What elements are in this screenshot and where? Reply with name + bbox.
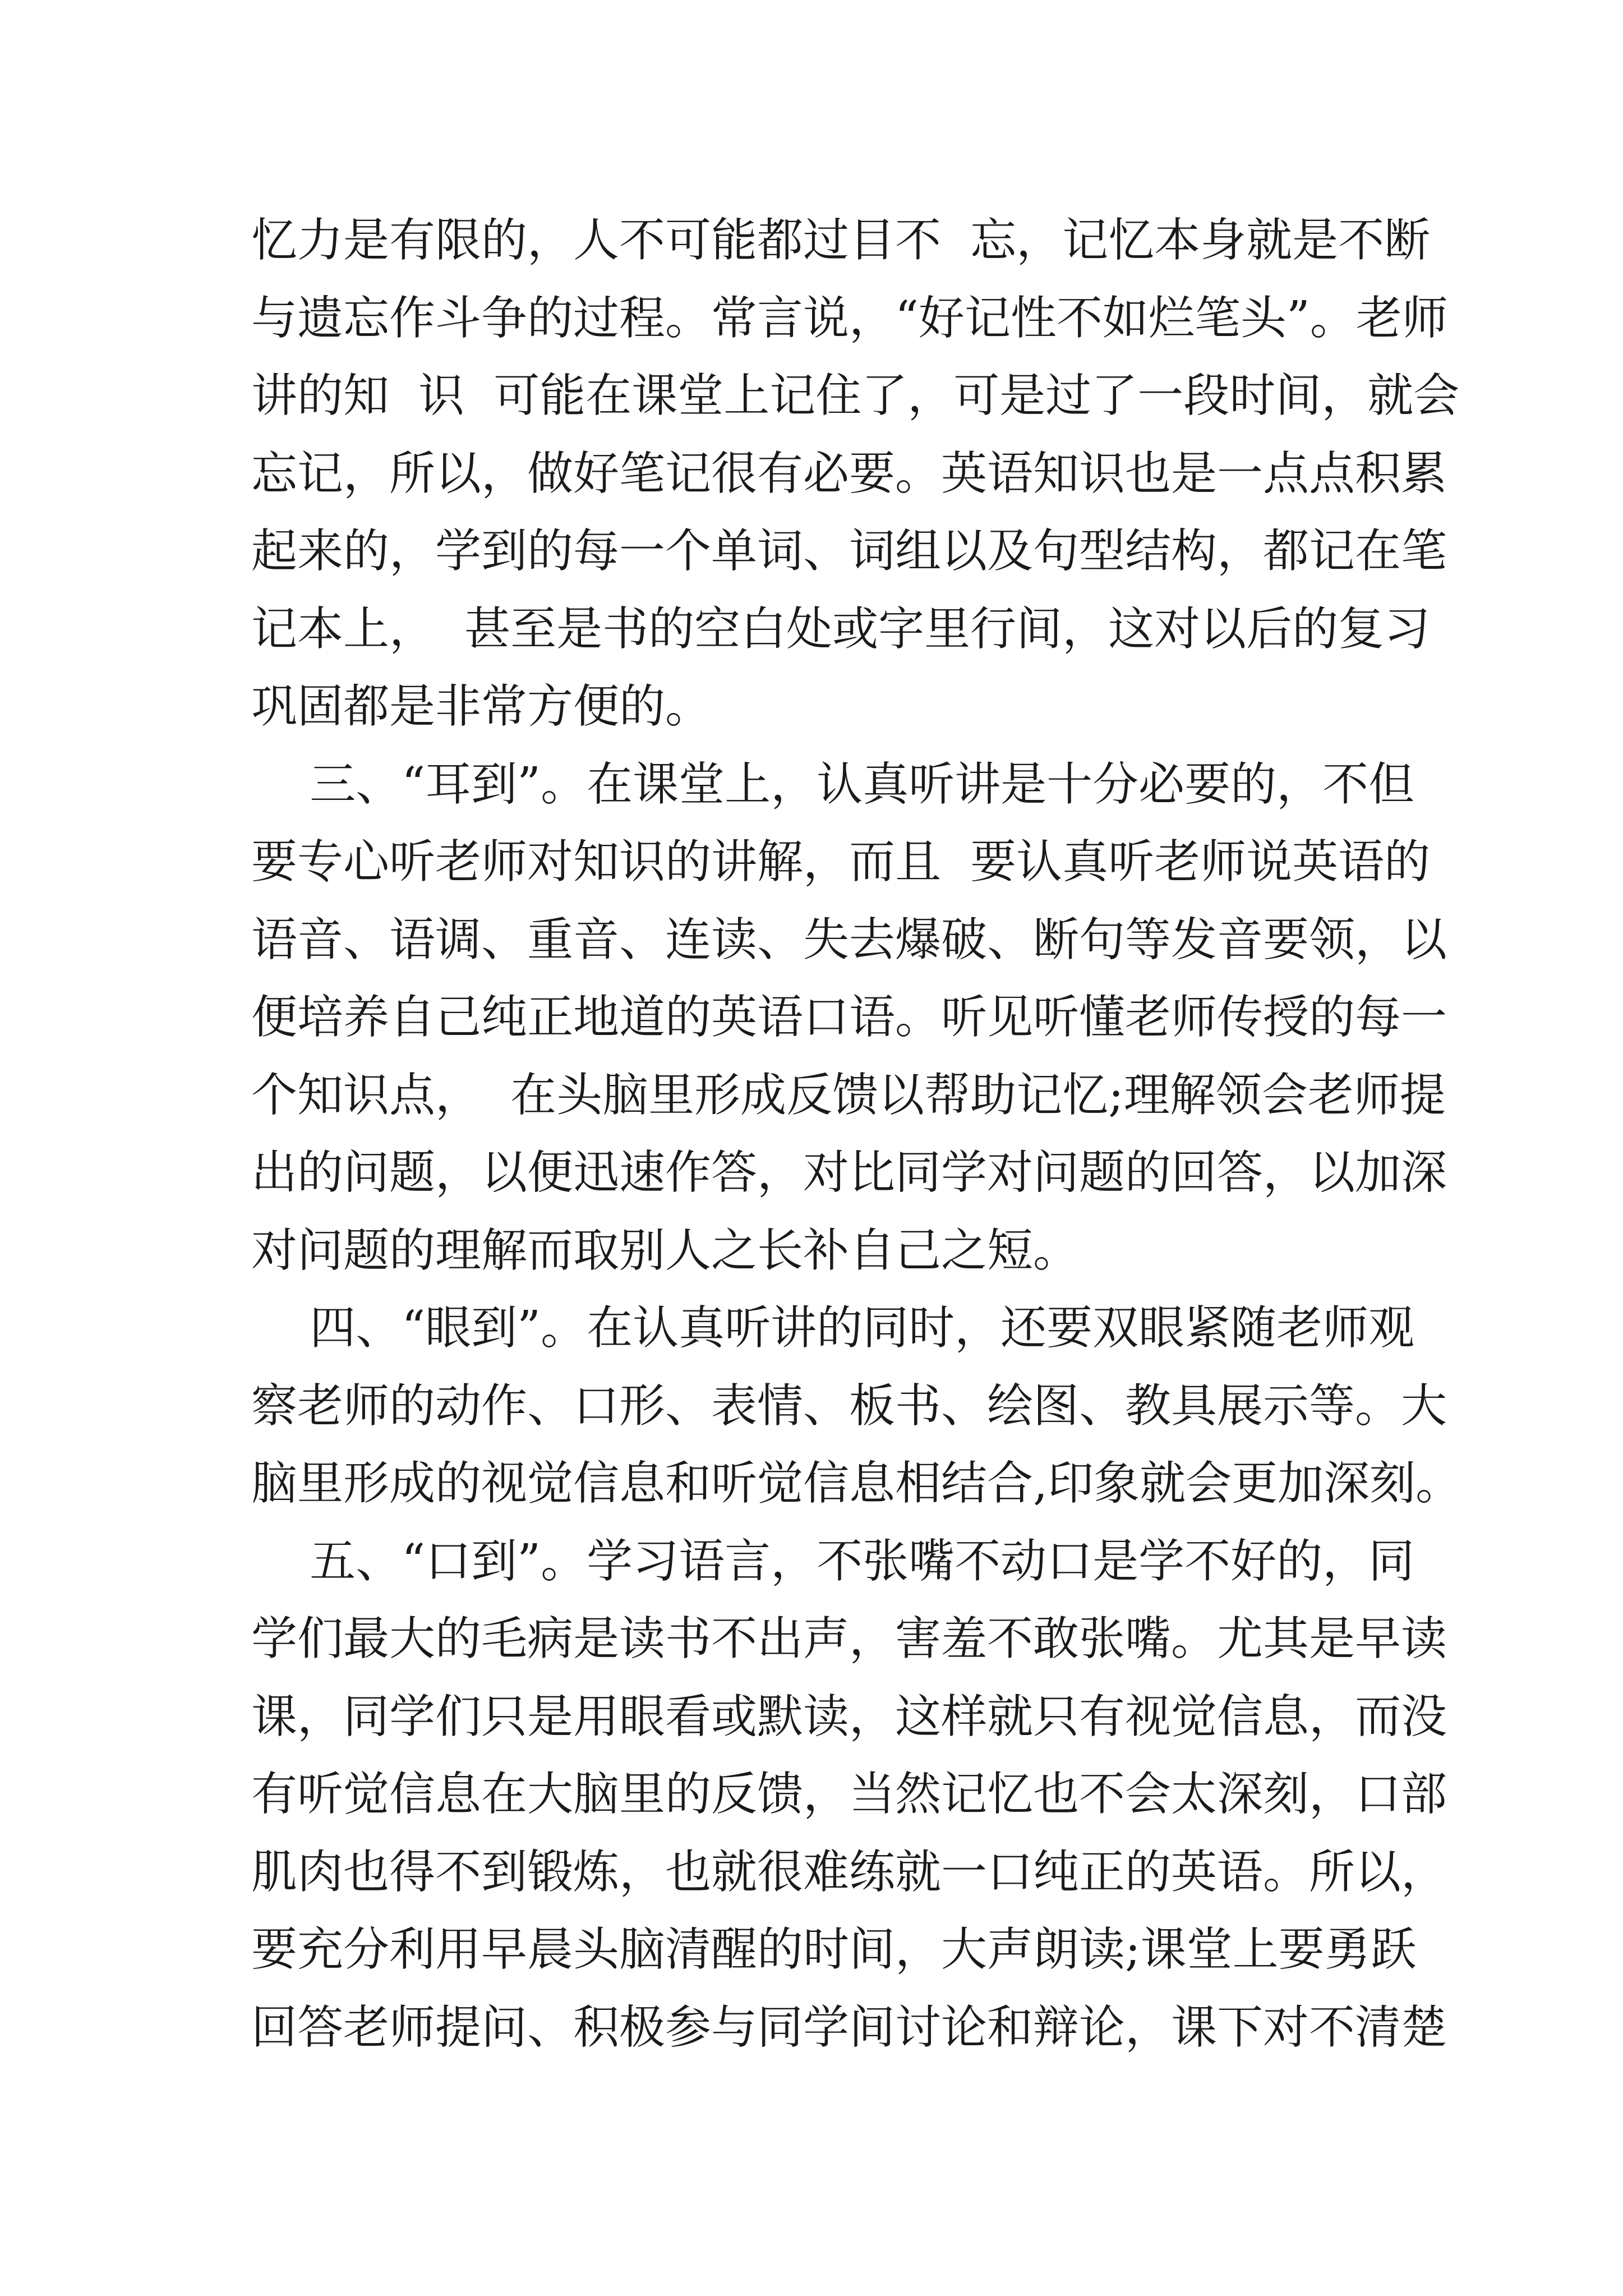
paragraph-heading-line: 五、“口到”。学习语言，不张嘴不动口是学不好的，同 — [251, 1534, 1415, 1588]
text-line: 脑里形成的视觉信息和听觉信息相结合,印象就会更加深刻。 — [251, 1457, 1462, 1510]
text-line: 语音、语调、重音、连读、失去爆破、断句等发音要领，以 — [251, 913, 1447, 967]
text-line: 个知识点， 在头脑里形成反馈以帮助记忆;理解领会老师提 — [251, 1068, 1446, 1122]
text-line: 讲的知 识 可能在课堂上记住了，可是过了一段时间，就会 — [251, 369, 1460, 422]
text-line: 便培养自己纯正地道的英语口语。听见听懂老师传授的每一 — [251, 991, 1447, 1044]
text-line: 起来的，学到的每一个单词、词组以及句型结构，都记在笔 — [251, 524, 1447, 578]
text-line: 忘记，所以，做好笔记很有必要。英语知识也是一点点积累 — [251, 447, 1447, 500]
text-line: 巩固都是非常方便的。 — [251, 680, 712, 733]
body-text — [251, 202, 1462, 2067]
text-line: 忆力是有限的，人不可能都过目不 忘，记忆本身就是不断 — [251, 214, 1431, 267]
text-line: 察老师的动作、口形、表情、板书、绘图、教具展示等。大 — [251, 1379, 1447, 1433]
text-line: 回答老师提问、积极参与同学间讨论和辩论，课下对不清楚 — [251, 2000, 1447, 2054]
text-line: 要专心听老师对知识的讲解，而且 要认真听老师说英语的 — [251, 835, 1431, 889]
paragraph-heading-line: 四、“眼到”。在认真听讲的同时，还要双眼紧随老师观 — [251, 1301, 1415, 1355]
text-line: 要充分利用早晨头脑清醒的时间，大声朗读;课堂上要勇跃 — [251, 1923, 1417, 1976]
paragraph-heading-line: 三、“耳到”。在课堂上，认真听讲是十分必要的，不但 — [251, 757, 1415, 811]
text-line: 出的问题，以便迅速作答，对比同学对问题的回答，以加深 — [251, 1146, 1447, 1199]
text-line: 课，同学们只是用眼看或默读，这样就只有视觉信息，而没 — [251, 1690, 1447, 1743]
text-line: 记本上， 甚至是书的空白处或字里行间，这对以后的复习 — [251, 602, 1431, 656]
text-line: 学们最大的毛病是读书不出声，害羞不敢张嘴。尤其是早读 — [251, 1612, 1447, 1665]
text-line: 对问题的理解而取别人之长补自己之短。 — [251, 1223, 1080, 1277]
text-line: 肌肉也得不到锻炼，也就很难练就一口纯正的英语。所以， — [251, 1845, 1447, 1899]
text-line: 有听觉信息在大脑里的反馈，当然记忆也不会太深刻，口部 — [251, 1768, 1447, 1821]
text-line: 与遗忘作斗争的过程。常言说，“好记性不如烂笔头”。老师 — [251, 291, 1448, 345]
